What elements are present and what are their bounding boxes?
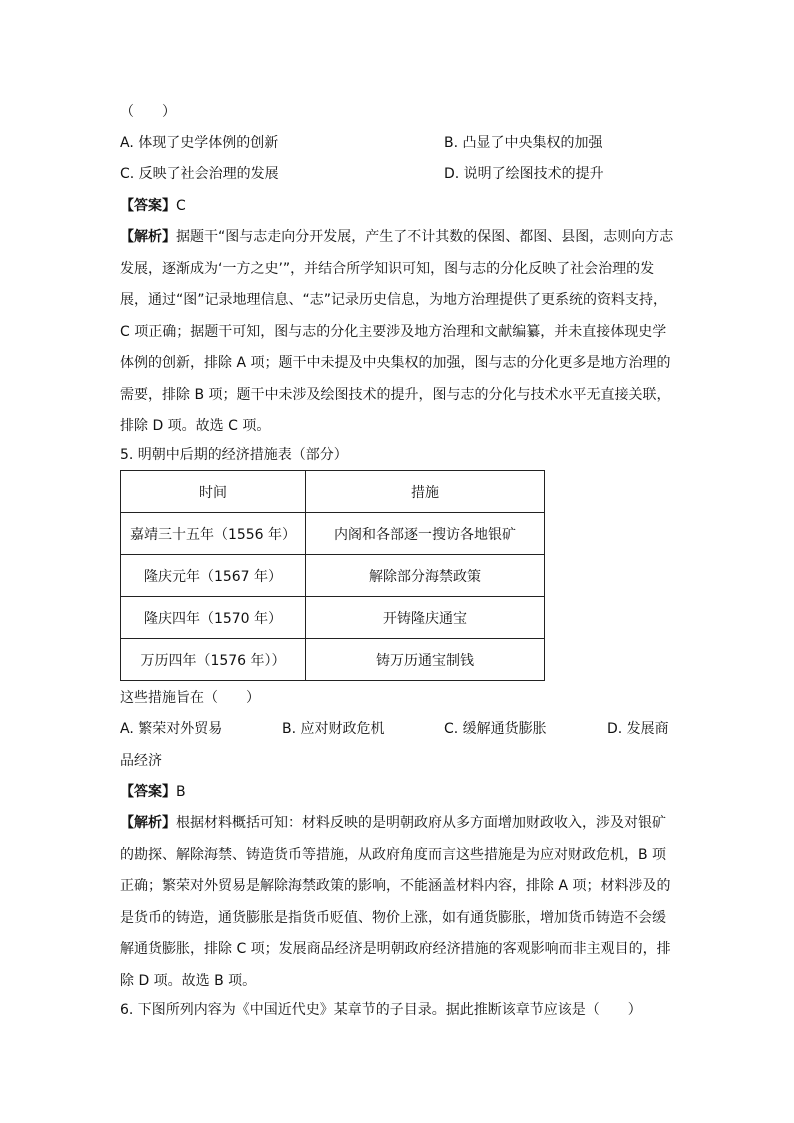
q4-analysis-line-3: 展，通过“图”记录地理信息、“志”记录历史信息，为地方治理提供了更系统的资料支持，: [120, 292, 668, 308]
q4-option-d: D. 说明了绘图技术的提升: [444, 166, 604, 182]
q5-analysis-line-6: 除 D 项。故选 B 项。: [120, 972, 257, 989]
q4-analysis-line-5: 体例的创新，排除 A 项；题干中未提及中央集权的加强，图与志的分化更多是地方治理的: [120, 355, 671, 371]
q5-answer-value: B: [176, 784, 186, 800]
table-header-row: [121, 471, 545, 513]
q4-analysis-line-4: C 项正确；据题干可知，图与志的分化主要涉及地方治理和文献编纂，并未直接体现史学: [120, 323, 667, 340]
table-header-time: 时间: [121, 471, 306, 513]
q5-analysis-line-1: 【解析】根据材料概括可知：材料反映的是明朝政府从多方面增加财政收入，涉及对银矿: [120, 815, 666, 831]
q5-option-d: D. 发展商: [607, 721, 669, 737]
table-cell-time: 万历四年（1576 年））: [121, 639, 306, 681]
q4-option-c: C. 反映了社会治理的发展: [120, 166, 279, 182]
q5-option-b: B. 应对财政危机: [282, 721, 385, 737]
q4-analysis: [120, 222, 675, 443]
q5-answer: [120, 782, 680, 802]
q5-analysis: [120, 808, 675, 997]
q5-option-d-wrap: 品经济: [120, 753, 162, 769]
q5-title: 5. 明朝中后期的经济措施表（部分）: [120, 447, 348, 463]
table-cell-time: 隆庆四年（1570 年）: [121, 597, 306, 639]
table-cell-measure: 解除部分海禁政策: [306, 555, 545, 597]
table-row: [121, 555, 545, 597]
q5-option-a: A. 繁荣对外贸易: [120, 721, 223, 737]
table-cell-time: 隆庆元年（1567 年）: [121, 555, 306, 597]
table-row: [121, 513, 545, 555]
q4-answer-value: C: [176, 198, 186, 214]
q5-analysis-label: 【解析】: [120, 815, 176, 831]
table-row: [121, 597, 545, 639]
q6-title: 6. 下图所列内容为《中国近代史》某章节的子目录。据此推断该章节应该是（ ）: [120, 1002, 642, 1018]
table-cell-measure: 内阁和各部逐一搜访各地银矿: [306, 513, 545, 555]
q4-analysis-label: 【解析】: [120, 229, 176, 245]
q4-option-a: A. 体现了史学体例的创新: [120, 135, 279, 151]
q5-answer-label: 【答案】: [120, 784, 176, 800]
table-cell-measure: 铸万历通宝制钱: [306, 639, 545, 681]
q4-answer: [120, 196, 680, 216]
q4-option-b: B. 凸显了中央集权的加强: [444, 135, 603, 151]
q5-analysis-line-5: 解通货膨胀，排除 C 项；发展商品经济是明朝政府经济措施的客观影响而非主观目的，排: [120, 941, 671, 957]
q5-analysis-line-3: 正确；繁荣对外贸易是解除海禁政策的影响，不能涵盖材料内容，排除 A 项；材料涉及的: [120, 878, 671, 894]
table-header-measure: 措施: [306, 471, 545, 513]
q5-analysis-line-2: 的勘探、解除海禁、铸造货币等措施，从政府角度而言这些措施是为应对财政危机，B 项: [120, 846, 667, 863]
q4-analysis-line-7: 排除 D 项。故选 C 项。: [120, 418, 271, 434]
q5-measures-table: [120, 470, 545, 681]
q5-analysis-line-4: 是货币的铸造，通货膨胀是指货币贬值、物价上涨，如有通货膨胀，增加货币铸造不会缓: [120, 909, 666, 926]
q4-analysis-line-6: 需要，排除 B 项；题干中未涉及绘图技术的提升，图与志的分化与技术水平无直接关联，: [120, 386, 671, 403]
table-cell-time: 嘉靖三十五年（1556 年）: [121, 513, 306, 555]
table-row: [121, 639, 545, 681]
q4-analysis-line-2: 发展，逐渐成为‘一方之史’”，并结合所学知识可知，图与志的分化反映了社会治理的发: [120, 260, 655, 277]
q4-answer-label: 【答案】: [120, 198, 176, 214]
q4-stem-tail: （ ）: [120, 104, 176, 120]
q5-question: 这些措施旨在（ ）: [120, 690, 260, 706]
q5-option-c: C. 缓解通货膨胀: [444, 721, 547, 737]
q4-analysis-line-1: 【解析】据题干“图与志走向分开发展，产生了不计其数的保图、都图、县图，志则向方志: [120, 229, 674, 245]
table-cell-measure: 开铸隆庆通宝: [306, 597, 545, 639]
